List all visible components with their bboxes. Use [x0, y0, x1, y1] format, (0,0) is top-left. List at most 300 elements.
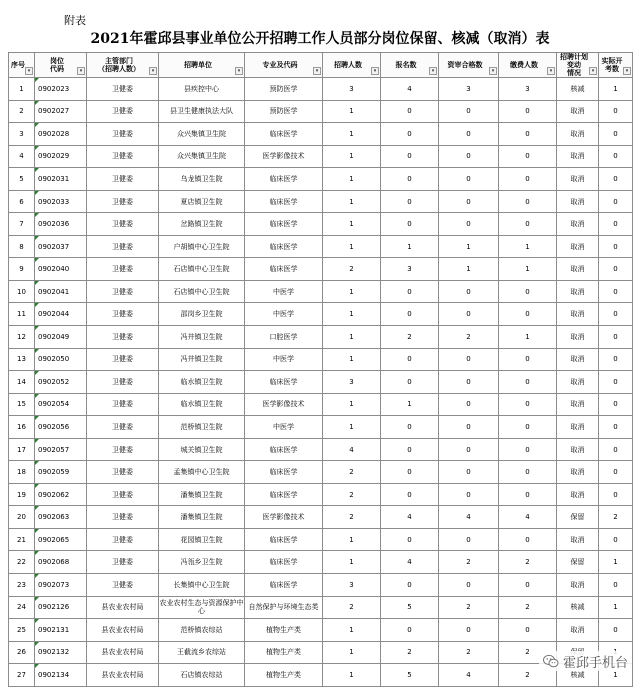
- header-label: [245, 61, 322, 69]
- cell-index: 6: [9, 190, 35, 213]
- cell-major: 中医学: [245, 280, 323, 303]
- cell-employer: 冯井镇卫生院: [159, 348, 245, 371]
- cell-index: 20: [9, 506, 35, 529]
- cell-index: 12: [9, 326, 35, 349]
- cell-paid: 0: [499, 528, 557, 551]
- cell-quota: 1: [323, 416, 381, 439]
- cell-applicants: 4: [381, 506, 439, 529]
- cell-paid: 0: [499, 393, 557, 416]
- cell-applicants: 5: [381, 596, 439, 619]
- cell-paid: 0: [499, 168, 557, 191]
- cell-plan-change: 取消: [557, 190, 599, 213]
- cell-quota: 2: [323, 258, 381, 281]
- cell-index: 22: [9, 551, 35, 574]
- cell-employer: 石店镇中心卫生院: [159, 258, 245, 281]
- cell-position-code: 0902036: [35, 213, 87, 236]
- cell-plan-change: 取消: [557, 100, 599, 123]
- cell-employer: 长集镇中心卫生院: [159, 574, 245, 597]
- cell-paid: 0: [499, 145, 557, 168]
- table-row: [9, 619, 633, 642]
- cell-qualified: 0: [439, 461, 499, 484]
- watermark-text: 霍邱手机台: [562, 655, 628, 671]
- cell-plan-change: 取消: [557, 145, 599, 168]
- cell-applicants: 2: [381, 326, 439, 349]
- cell-position-code: 0902073: [35, 574, 87, 597]
- cell-qualified: 0: [439, 190, 499, 213]
- table-row: [9, 528, 633, 551]
- cell-position-code: 0902134: [35, 664, 87, 687]
- table-row: [9, 574, 633, 597]
- cell-index: 14: [9, 371, 35, 394]
- cell-quota: 1: [323, 551, 381, 574]
- cell-major: 医学影像技术: [245, 145, 323, 168]
- header-line-2: 情况: [567, 69, 581, 77]
- cell-paid: 0: [499, 213, 557, 236]
- cell-position-code: 0902040: [35, 258, 87, 281]
- cell-quota: 1: [323, 326, 381, 349]
- cell-qualified: 0: [439, 123, 499, 146]
- cell-position-code: 0902065: [35, 528, 87, 551]
- header-row: [9, 53, 633, 78]
- header-position-code: [35, 53, 87, 78]
- filter-dropdown-icon[interactable]: ▾: [25, 67, 33, 75]
- cell-index: 25: [9, 619, 35, 642]
- cell-qualified: 0: [439, 303, 499, 326]
- cell-index: 5: [9, 168, 35, 191]
- table-row: [9, 280, 633, 303]
- cell-index: 27: [9, 664, 35, 687]
- cell-major: 医学影像技术: [245, 506, 323, 529]
- header-line-1: 资审合格数: [447, 61, 483, 69]
- cell-employer: 孟集镇中心卫生院: [159, 461, 245, 484]
- cell-index: 18: [9, 461, 35, 484]
- table-row: [9, 483, 633, 506]
- cell-actual-exams: 0: [599, 303, 633, 326]
- cell-employer: 众兴集镇卫生院: [159, 123, 245, 146]
- cell-applicants: 0: [381, 123, 439, 146]
- cell-position-code: 0902023: [35, 78, 87, 101]
- cell-qualified: 0: [439, 348, 499, 371]
- cell-quota: 1: [323, 168, 381, 191]
- cell-position-code: 0902054: [35, 393, 87, 416]
- cell-quota: 1: [323, 280, 381, 303]
- cell-index: 1: [9, 78, 35, 101]
- cell-department: 卫健委: [87, 123, 159, 146]
- table-row: [9, 438, 633, 461]
- cell-index: 16: [9, 416, 35, 439]
- table-row: [9, 461, 633, 484]
- filter-dropdown-icon[interactable]: ▾: [371, 67, 379, 75]
- cell-actual-exams: 1: [599, 664, 633, 687]
- cell-employer: 临水镇卫生院: [159, 393, 245, 416]
- cell-position-code: 0902033: [35, 190, 87, 213]
- cell-employer: 石店镇农综站: [159, 664, 245, 687]
- cell-position-code: 0902059: [35, 461, 87, 484]
- cell-paid: 1: [499, 258, 557, 281]
- cell-department: 卫健委: [87, 416, 159, 439]
- table-body: [9, 78, 633, 687]
- filter-dropdown-icon[interactable]: ▾: [77, 67, 85, 75]
- cell-actual-exams: 0: [599, 461, 633, 484]
- cell-plan-change: 取消: [557, 123, 599, 146]
- cell-major: 植物生产类: [245, 641, 323, 664]
- cell-actual-exams: 1: [599, 78, 633, 101]
- cell-plan-change: 保留: [557, 506, 599, 529]
- cell-actual-exams: 0: [599, 619, 633, 642]
- cell-employer: 临水镇卫生院: [159, 371, 245, 394]
- filter-dropdown-icon[interactable]: ▾: [149, 67, 157, 75]
- cell-quota: 3: [323, 78, 381, 101]
- header-line-1: 专业及代码: [262, 61, 298, 69]
- cell-quota: 1: [323, 348, 381, 371]
- cell-department: 卫健委: [87, 258, 159, 281]
- cell-qualified: 3: [439, 78, 499, 101]
- cell-applicants: 1: [381, 393, 439, 416]
- cell-index: 23: [9, 574, 35, 597]
- cell-actual-exams: 0: [599, 371, 633, 394]
- cell-department: 卫健委: [87, 145, 159, 168]
- cell-plan-change: 取消: [557, 168, 599, 191]
- header-department: [87, 53, 159, 78]
- cell-paid: 0: [499, 574, 557, 597]
- table-row: [9, 258, 633, 281]
- cell-department: 卫健委: [87, 393, 159, 416]
- cell-position-code: 0902131: [35, 619, 87, 642]
- wechat-icon: [543, 654, 559, 668]
- cell-employer: 邵岗乡卫生院: [159, 303, 245, 326]
- cell-major: 临床医学: [245, 483, 323, 506]
- cell-major: 临床医学: [245, 461, 323, 484]
- cell-major: 中医学: [245, 303, 323, 326]
- cell-actual-exams: 0: [599, 483, 633, 506]
- cell-quota: 1: [323, 100, 381, 123]
- cell-department: 县农业农村局: [87, 664, 159, 687]
- cell-position-code: 0902132: [35, 641, 87, 664]
- cell-major: 中医学: [245, 348, 323, 371]
- cell-plan-change: 核减: [557, 596, 599, 619]
- cell-department: 卫健委: [87, 280, 159, 303]
- cell-actual-exams: 0: [599, 123, 633, 146]
- cell-position-code: 0902044: [35, 303, 87, 326]
- cell-department: 卫健委: [87, 235, 159, 258]
- cell-qualified: 0: [439, 100, 499, 123]
- cell-plan-change: 取消: [557, 619, 599, 642]
- cell-actual-exams: 0: [599, 574, 633, 597]
- cell-applicants: 2: [381, 641, 439, 664]
- cell-department: 卫健委: [87, 506, 159, 529]
- cell-plan-change: 取消: [557, 235, 599, 258]
- cell-position-code: 0902052: [35, 371, 87, 394]
- cell-major: 植物生产类: [245, 619, 323, 642]
- cell-applicants: 0: [381, 438, 439, 461]
- cell-quota: 4: [323, 438, 381, 461]
- table-row: [9, 100, 633, 123]
- header-actual-exams: [599, 53, 633, 78]
- cell-qualified: 0: [439, 619, 499, 642]
- cell-paid: 4: [499, 506, 557, 529]
- cell-applicants: 1: [381, 235, 439, 258]
- cell-quota: 1: [323, 145, 381, 168]
- cell-major: 临床医学: [245, 528, 323, 551]
- cell-plan-change: 取消: [557, 438, 599, 461]
- cell-employer: 范桥镇卫生院: [159, 416, 245, 439]
- header-line-1: 招聘单位: [184, 61, 212, 69]
- cell-applicants: 0: [381, 348, 439, 371]
- cell-department: 卫健委: [87, 78, 159, 101]
- header-plan-change: [557, 53, 599, 78]
- cell-applicants: 0: [381, 483, 439, 506]
- cell-qualified: 0: [439, 213, 499, 236]
- cell-major: 临床医学: [245, 213, 323, 236]
- header-line-1: 招聘计划变动: [560, 53, 588, 69]
- cell-applicants: 0: [381, 100, 439, 123]
- cell-applicants: 4: [381, 551, 439, 574]
- cell-plan-change: 保留: [557, 551, 599, 574]
- header-line-1: 岗位: [50, 57, 64, 65]
- cell-department: 卫健委: [87, 438, 159, 461]
- cell-position-code: 0902041: [35, 280, 87, 303]
- filter-dropdown-icon[interactable]: ▾: [429, 67, 437, 75]
- cell-position-code: 0902027: [35, 100, 87, 123]
- cell-index: 4: [9, 145, 35, 168]
- cell-employer: 户胡镇中心卫生院: [159, 235, 245, 258]
- table-row: [9, 371, 633, 394]
- cell-applicants: 4: [381, 78, 439, 101]
- cell-qualified: 0: [439, 438, 499, 461]
- filter-dropdown-icon[interactable]: ▾: [623, 67, 631, 75]
- cell-major: 临床医学: [245, 190, 323, 213]
- cell-paid: 0: [499, 280, 557, 303]
- cell-major: 自然保护与环境生态类: [245, 596, 323, 619]
- cell-applicants: 0: [381, 416, 439, 439]
- cell-employer: 石店镇中心卫生院: [159, 280, 245, 303]
- filter-dropdown-icon[interactable]: ▾: [547, 67, 555, 75]
- cell-actual-exams: 0: [599, 190, 633, 213]
- cell-index: 15: [9, 393, 35, 416]
- cell-index: 7: [9, 213, 35, 236]
- cell-position-code: 0902028: [35, 123, 87, 146]
- positions-table: [8, 52, 633, 687]
- cell-paid: 1: [499, 326, 557, 349]
- cell-quota: 1: [323, 213, 381, 236]
- cell-paid: 0: [499, 619, 557, 642]
- cell-paid: 2: [499, 596, 557, 619]
- cell-position-code: 0902126: [35, 596, 87, 619]
- table-row: [9, 235, 633, 258]
- cell-department: 卫健委: [87, 190, 159, 213]
- cell-employer: 夏店镇卫生院: [159, 190, 245, 213]
- cell-major: 临床医学: [245, 168, 323, 191]
- cell-paid: 0: [499, 416, 557, 439]
- filter-dropdown-icon[interactable]: ▾: [589, 67, 597, 75]
- header-applicants: [381, 53, 439, 78]
- cell-applicants: 5: [381, 664, 439, 687]
- cell-major: 临床医学: [245, 551, 323, 574]
- cell-paid: 2: [499, 664, 557, 687]
- cell-plan-change: 取消: [557, 213, 599, 236]
- cell-employer: 冯瓴乡卫生院: [159, 551, 245, 574]
- cell-qualified: 0: [439, 168, 499, 191]
- header-line-1: 序号: [11, 61, 25, 69]
- cell-department: 卫健委: [87, 461, 159, 484]
- cell-employer: 众兴集镇卫生院: [159, 145, 245, 168]
- cell-major: 中医学: [245, 416, 323, 439]
- cell-actual-exams: 2: [599, 506, 633, 529]
- cell-applicants: 0: [381, 145, 439, 168]
- cell-paid: 0: [499, 190, 557, 213]
- cell-qualified: 0: [439, 483, 499, 506]
- header-paid: [499, 53, 557, 78]
- cell-actual-exams: 0: [599, 100, 633, 123]
- cell-actual-exams: 0: [599, 145, 633, 168]
- cell-plan-change: 取消: [557, 528, 599, 551]
- header-major: [245, 53, 323, 78]
- cell-employer: 潘集镇卫生院: [159, 506, 245, 529]
- cell-applicants: 0: [381, 280, 439, 303]
- cell-major: 口腔医学: [245, 326, 323, 349]
- header-line-1: 招聘人数: [334, 61, 362, 69]
- cell-department: 县农业农村局: [87, 596, 159, 619]
- cell-major: 预防医学: [245, 100, 323, 123]
- filter-dropdown-icon[interactable]: ▾: [489, 67, 497, 75]
- cell-department: 卫健委: [87, 528, 159, 551]
- cell-index: 11: [9, 303, 35, 326]
- cell-actual-exams: 0: [599, 528, 633, 551]
- cell-quota: 2: [323, 596, 381, 619]
- cell-plan-change: 核减: [557, 664, 599, 687]
- table-row: [9, 78, 633, 101]
- header-line-1: 报名数: [395, 61, 417, 69]
- cell-quota: 2: [323, 483, 381, 506]
- cell-index: 2: [9, 100, 35, 123]
- watermark: [539, 651, 632, 671]
- filter-dropdown-icon[interactable]: ▾: [313, 67, 321, 75]
- cell-employer: 冯井镇卫生院: [159, 326, 245, 349]
- cell-actual-exams: 0: [599, 348, 633, 371]
- cell-employer: 花园镇卫生院: [159, 528, 245, 551]
- cell-index: 9: [9, 258, 35, 281]
- cell-applicants: 3: [381, 258, 439, 281]
- header-employer: [159, 53, 245, 78]
- cell-qualified: 2: [439, 641, 499, 664]
- cell-index: 13: [9, 348, 35, 371]
- cell-employer: 县卫生健康执法大队: [159, 100, 245, 123]
- cell-paid: 0: [499, 348, 557, 371]
- cell-actual-exams: 1: [599, 551, 633, 574]
- cell-employer: 县疾控中心: [159, 78, 245, 101]
- table-row: [9, 393, 633, 416]
- cell-department: 卫健委: [87, 483, 159, 506]
- cell-plan-change: 取消: [557, 574, 599, 597]
- cell-applicants: 0: [381, 213, 439, 236]
- cell-paid: 0: [499, 438, 557, 461]
- table-row: [9, 168, 633, 191]
- header-qualified: [439, 53, 499, 78]
- cell-qualified: 0: [439, 145, 499, 168]
- cell-major: 临床医学: [245, 123, 323, 146]
- cell-employer: 王截流乡农综站: [159, 641, 245, 664]
- cell-paid: 0: [499, 371, 557, 394]
- cell-plan-change: 取消: [557, 303, 599, 326]
- cell-quota: 3: [323, 371, 381, 394]
- cell-quota: 1: [323, 664, 381, 687]
- cell-index: 3: [9, 123, 35, 146]
- cell-department: 县农业农村局: [87, 619, 159, 642]
- cell-paid: 0: [499, 100, 557, 123]
- cell-paid: 1: [499, 235, 557, 258]
- cell-department: 卫健委: [87, 371, 159, 394]
- cell-plan-change: 核减: [557, 78, 599, 101]
- cell-position-code: 0902056: [35, 416, 87, 439]
- cell-major: 临床医学: [245, 258, 323, 281]
- cell-major: 临床医学: [245, 371, 323, 394]
- cell-actual-exams: 0: [599, 438, 633, 461]
- cell-applicants: 0: [381, 371, 439, 394]
- cell-quota: 1: [323, 303, 381, 326]
- cell-applicants: 0: [381, 190, 439, 213]
- cell-actual-exams: 0: [599, 416, 633, 439]
- cell-quota: 1: [323, 123, 381, 146]
- cell-index: 8: [9, 235, 35, 258]
- document-title: 2021年霍邱县事业单位公开招聘工作人员部分岗位保留、核减（取消）表: [90, 31, 550, 47]
- cell-index: 21: [9, 528, 35, 551]
- cell-department: 卫健委: [87, 213, 159, 236]
- cell-major: 临床医学: [245, 574, 323, 597]
- filter-dropdown-icon[interactable]: ▾: [235, 67, 243, 75]
- cell-position-code: 0902049: [35, 326, 87, 349]
- cell-quota: 2: [323, 461, 381, 484]
- cell-paid: 0: [499, 303, 557, 326]
- table-row: [9, 145, 633, 168]
- cell-index: 24: [9, 596, 35, 619]
- table-row: [9, 213, 633, 236]
- cell-plan-change: 取消: [557, 483, 599, 506]
- cell-index: 10: [9, 280, 35, 303]
- cell-actual-exams: 0: [599, 258, 633, 281]
- cell-quota: 1: [323, 528, 381, 551]
- cell-paid: 3: [499, 78, 557, 101]
- header-label: [87, 57, 158, 73]
- table-row: [9, 596, 633, 619]
- header-line-2: 代码: [50, 65, 64, 73]
- cell-department: 卫健委: [87, 168, 159, 191]
- cell-applicants: 0: [381, 619, 439, 642]
- cell-plan-change: 取消: [557, 280, 599, 303]
- table-row: [9, 326, 633, 349]
- header-label: [159, 61, 244, 69]
- cell-department: 卫健委: [87, 326, 159, 349]
- cell-qualified: 2: [439, 596, 499, 619]
- cell-qualified: 0: [439, 371, 499, 394]
- cell-position-code: 0902037: [35, 235, 87, 258]
- cell-department: 卫健委: [87, 348, 159, 371]
- cell-qualified: 0: [439, 574, 499, 597]
- cell-major: 预防医学: [245, 78, 323, 101]
- cell-plan-change: 取消: [557, 393, 599, 416]
- cell-actual-exams: 0: [599, 393, 633, 416]
- cell-actual-exams: 0: [599, 280, 633, 303]
- cell-plan-change: 取消: [557, 416, 599, 439]
- header-line-2: （招聘人数）: [98, 65, 140, 73]
- cell-quota: 1: [323, 619, 381, 642]
- cell-department: 卫健委: [87, 551, 159, 574]
- cell-quota: 1: [323, 190, 381, 213]
- cell-department: 县农业农村局: [87, 641, 159, 664]
- cell-position-code: 0902068: [35, 551, 87, 574]
- cell-quota: 2: [323, 506, 381, 529]
- cell-plan-change: 取消: [557, 461, 599, 484]
- cell-quota: 3: [323, 574, 381, 597]
